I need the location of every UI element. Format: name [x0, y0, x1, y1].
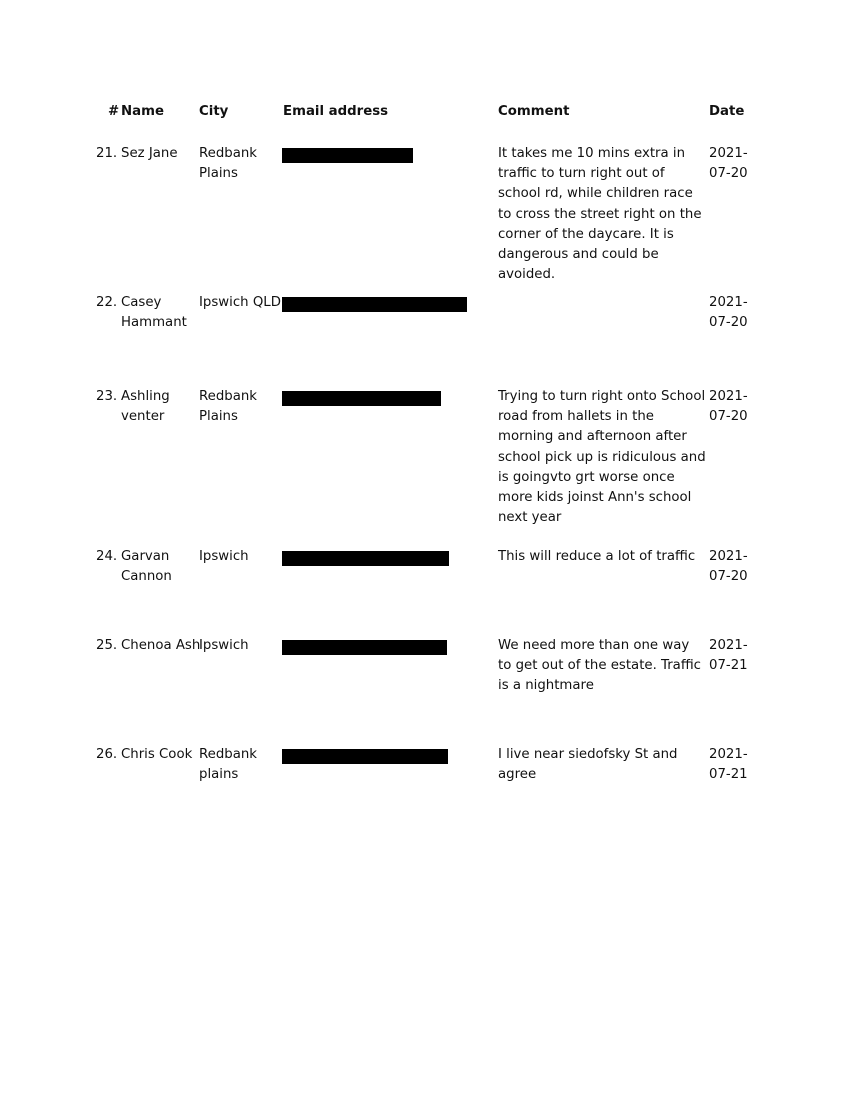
row-date: 2021-07-21 — [709, 747, 748, 783]
header-email: Email address — [283, 104, 389, 119]
row-number: 25. — [96, 638, 118, 653]
header-comment: Comment — [498, 104, 570, 119]
row-city: Ipswich — [199, 549, 249, 564]
row-date: 2021-07-20 — [709, 295, 748, 331]
row-city: Redbank plains — [199, 747, 257, 783]
row-name: Chenoa Ash — [121, 638, 201, 653]
row-city: Redbank Plains — [199, 146, 257, 182]
redacted-email — [282, 148, 413, 163]
row-comment: I live near siedofsky St and agree — [498, 747, 678, 783]
redacted-email — [282, 640, 447, 655]
redacted-email — [282, 551, 449, 566]
header-name: Name — [121, 104, 164, 119]
row-city: Ipswich QLD — [199, 295, 281, 310]
redacted-email — [282, 391, 441, 406]
row-number: 24. — [96, 549, 118, 564]
redacted-email — [282, 749, 448, 764]
header-city: City — [199, 104, 229, 119]
row-name: Sez Jane — [121, 146, 178, 161]
row-number: 21. — [96, 146, 118, 161]
row-name: Casey Hammant — [121, 295, 187, 331]
row-comment: It takes me 10 mins extra in traffic to turn right out of school rd, while children race to cross the street right on the corner of the daycare. It is dangerous and could be avoided. — [498, 146, 702, 283]
row-date: 2021-07-20 — [709, 146, 748, 182]
header-date: Date — [709, 104, 745, 119]
row-number: 26. — [96, 747, 118, 762]
row-comment: We need more than one way to get out of the estate. Traffic is a nightmare — [498, 638, 701, 694]
row-number: 23. — [96, 389, 118, 404]
row-number: 22. — [96, 295, 118, 310]
row-city: Ipswich — [199, 638, 249, 653]
header-number: # — [108, 104, 120, 119]
row-city: Redbank Plains — [199, 389, 257, 425]
row-date: 2021-07-20 — [709, 389, 748, 425]
row-name: Chris Cook — [121, 747, 193, 762]
row-comment: Trying to turn right onto School road from hallets in the morning and afternoon after school pick up is ridiculous and is goingvto grt worse once more kids joinst Ann's school next year — [498, 389, 706, 526]
row-date: 2021-07-20 — [709, 549, 748, 585]
row-name: Garvan Cannon — [121, 549, 172, 585]
redacted-email — [282, 297, 467, 312]
row-comment: This will reduce a lot of traffic — [498, 549, 696, 564]
row-name: Ashling venter — [121, 389, 170, 425]
row-date: 2021-07-21 — [709, 638, 748, 674]
